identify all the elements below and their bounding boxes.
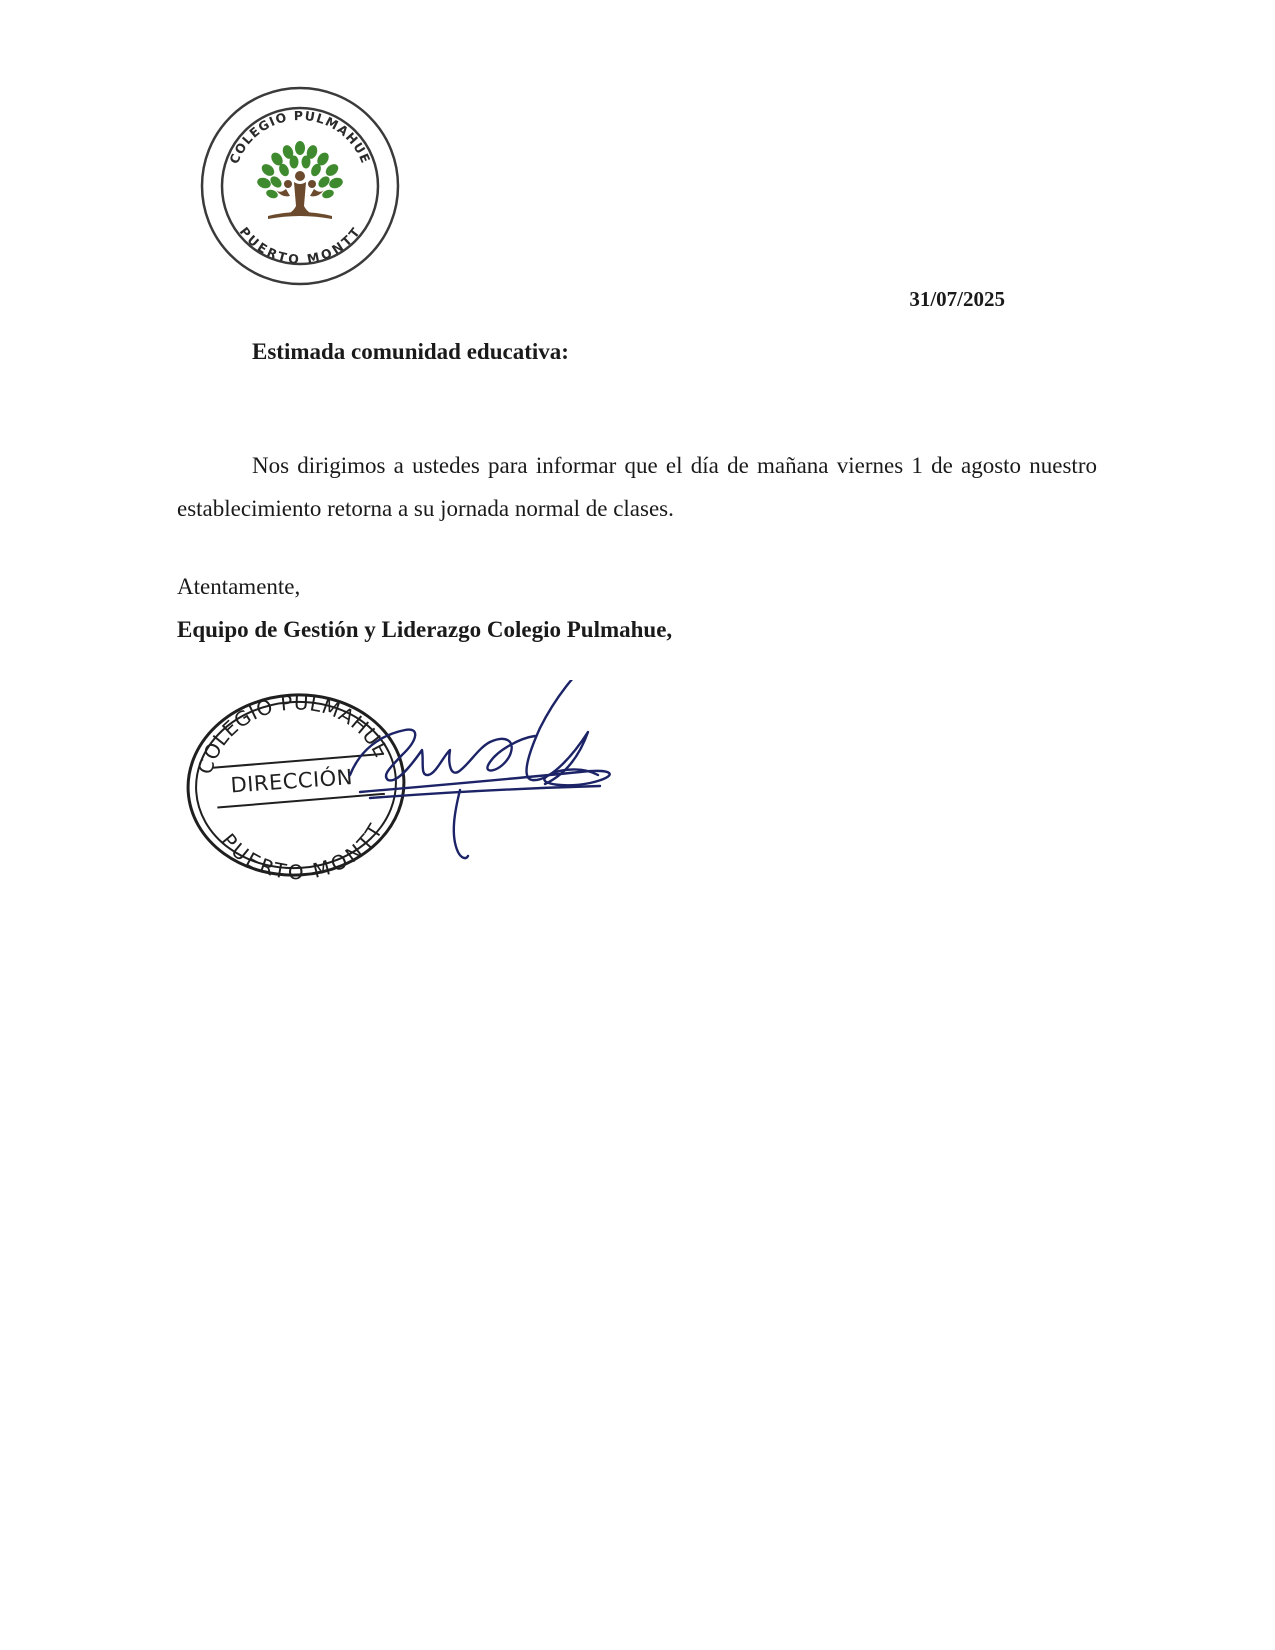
svg-text:COLEGIO PULMAHUE bbox=[226, 108, 374, 166]
stamp-middle-text: DIRECCIÓN bbox=[229, 765, 354, 798]
stamp-bottom-text: PUERTO MONTT bbox=[216, 819, 388, 880]
school-logo bbox=[196, 86, 404, 286]
letter-signer: Equipo de Gestión y Liderazgo Colegio Pulmahue, bbox=[177, 617, 673, 642]
letter-greeting: Estimada comunidad educativa: bbox=[252, 339, 569, 364]
tree-icon bbox=[256, 141, 345, 219]
letter-closing: Atentamente, bbox=[177, 574, 301, 599]
signature bbox=[340, 680, 640, 880]
letter-body: Nos dirigimos a ustedes para informar que el día de mañana viernes 1 de agosto nuestro establecimiento retorna a su jornada normal de clases. bbox=[177, 453, 1097, 521]
letter-date: 31/07/2025 bbox=[909, 287, 1005, 311]
school-logo-seal bbox=[196, 86, 404, 286]
svg-text:PUERTO MONTT bbox=[237, 224, 364, 267]
stamp-top-text: COLEGIO PULMAHUE bbox=[192, 690, 394, 777]
logo-top-text: COLEGIO PULMAHUE bbox=[226, 107, 374, 166]
logo-bottom-text: PUERTO MONTT bbox=[236, 224, 364, 267]
signature-scribble bbox=[340, 680, 640, 880]
